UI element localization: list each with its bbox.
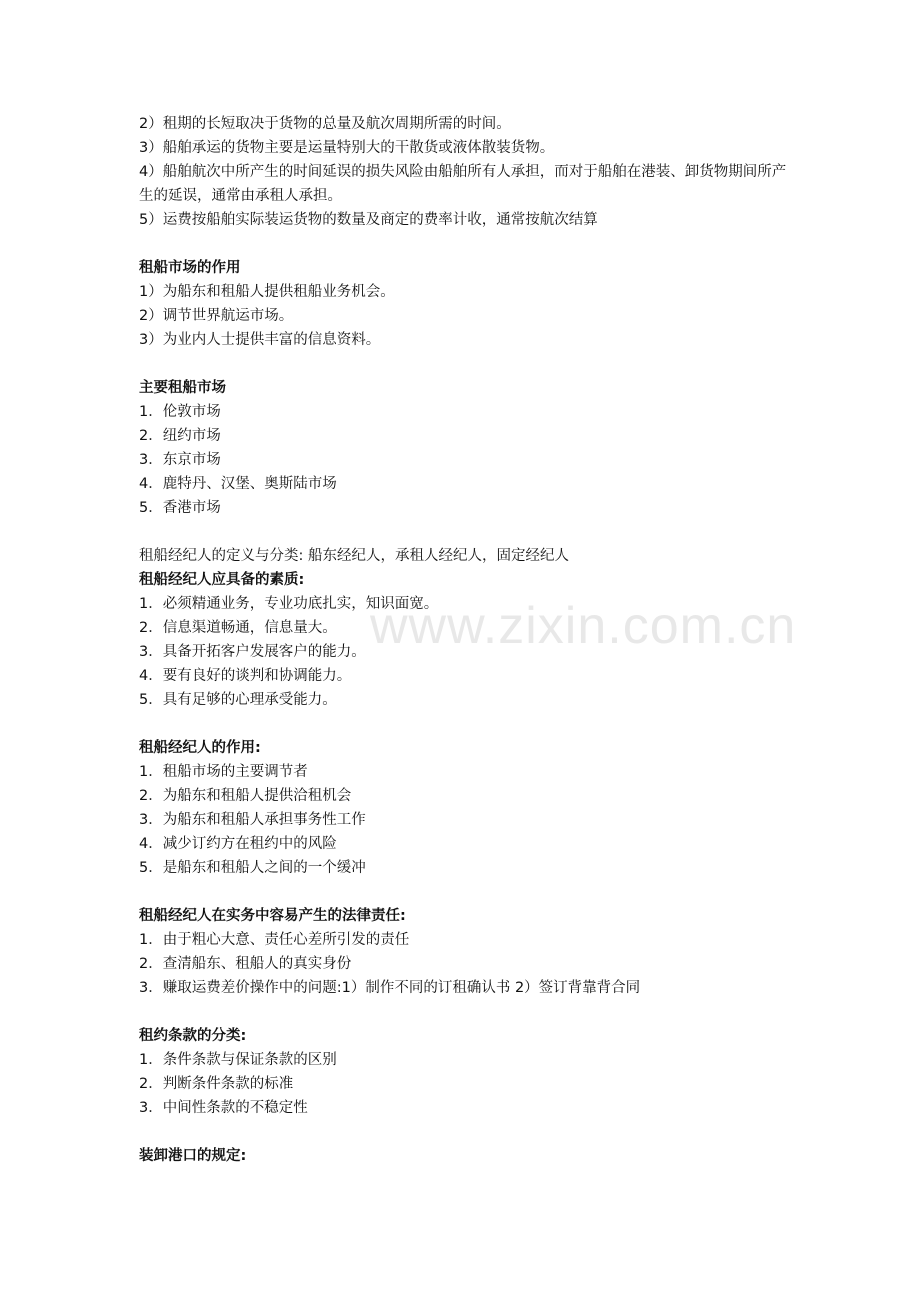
list-item: 4．鹿特丹、汉堡、奥斯陆市场: [139, 476, 337, 492]
spacer: [139, 520, 789, 544]
list-item: 3．具备开拓客户发展客户的能力。: [139, 644, 366, 660]
section-broker-liability: [139, 904, 789, 1000]
list-item: 4）船舶航次中所产生的时间延误的损失风险由船舶所有人承担，而对于船舶在港装、卸货物期间所产生的延误，通常由承租人承担。: [139, 164, 787, 204]
section-heading: 装卸港口的规定:: [139, 1148, 247, 1164]
document-body: [139, 112, 789, 1168]
broker-definition: 租船经纪人的定义与分类: 船东经纪人，承租人经纪人，固定经纪人: [139, 548, 569, 564]
list-item: 2．纽约市场: [139, 428, 221, 444]
section-heading: 租船经纪人应具备的素质:: [139, 572, 305, 588]
list-item: 2）调节世界航运市场。: [139, 308, 294, 324]
section-main-markets: [139, 376, 789, 520]
list-item: 3．东京市场: [139, 452, 221, 468]
list-item: 4．要有良好的谈判和协调能力。: [139, 668, 352, 684]
section-heading: 租船市场的作用: [139, 260, 241, 276]
list-item: 1．必须精通业务，专业功底扎实，知识面宽。: [139, 596, 439, 612]
list-item: 1）为船东和租船人提供租船业务机会。: [139, 284, 395, 300]
spacer: [139, 880, 789, 904]
section-heading: 主要租船市场: [139, 380, 226, 396]
intro-list: [139, 112, 789, 232]
list-item: 1．伦敦市场: [139, 404, 221, 420]
section-ports: [139, 1144, 789, 1168]
list-item: 3）船舶承运的货物主要是运量特别大的干散货或液体散装货物。: [139, 140, 555, 156]
list-item: 1．条件条款与保证条款的区别: [139, 1052, 337, 1068]
list-item: 3．赚取运费差价操作中的问题:1）制作不同的订租确认书 2）签订背靠背合同: [139, 980, 641, 996]
list-item: 5）运费按船舶实际装运货物的数量及商定的费率计收，通常按航次结算: [139, 212, 598, 228]
section-clause-types: [139, 1024, 789, 1120]
list-item: 1．由于粗心大意、责任心差所引发的责任: [139, 932, 410, 948]
spacer: [139, 1120, 789, 1144]
section-heading: 租约条款的分类:: [139, 1028, 247, 1044]
spacer: [139, 232, 789, 256]
list-item: 2．信息渠道畅通，信息量大。: [139, 620, 337, 636]
list-item: 3．中间性条款的不稳定性: [139, 1100, 308, 1116]
list-item: 1．租船市场的主要调节者: [139, 764, 308, 780]
watermark: www.zixin.com.cn: [370, 597, 797, 655]
list-item: 5．是船东和租船人之间的一个缓冲: [139, 860, 366, 876]
spacer: [139, 352, 789, 376]
list-item: 3）为业内人士提供丰富的信息资料。: [139, 332, 381, 348]
section-broker-qualities: [139, 544, 789, 712]
section-broker-role: [139, 736, 789, 880]
spacer: [139, 712, 789, 736]
list-item: 5．具有足够的心理承受能力。: [139, 692, 337, 708]
list-item: 4．减少订约方在租约中的风险: [139, 836, 337, 852]
spacer: [139, 1000, 789, 1024]
list-item: 2．查清船东、租船人的真实身份: [139, 956, 352, 972]
section-heading: 租船经纪人在实务中容易产生的法律责任:: [139, 908, 406, 924]
list-item: 2）租期的长短取决于货物的总量及航次周期所需的时间。: [139, 116, 511, 132]
list-item: 2．为船东和租船人提供洽租机会: [139, 788, 352, 804]
section-market-role: [139, 256, 789, 352]
list-item: 2．判断条件条款的标准: [139, 1076, 294, 1092]
list-item: 5．香港市场: [139, 500, 221, 516]
section-heading: 租船经纪人的作用:: [139, 740, 261, 756]
list-item: 3．为船东和租船人承担事务性工作: [139, 812, 366, 828]
